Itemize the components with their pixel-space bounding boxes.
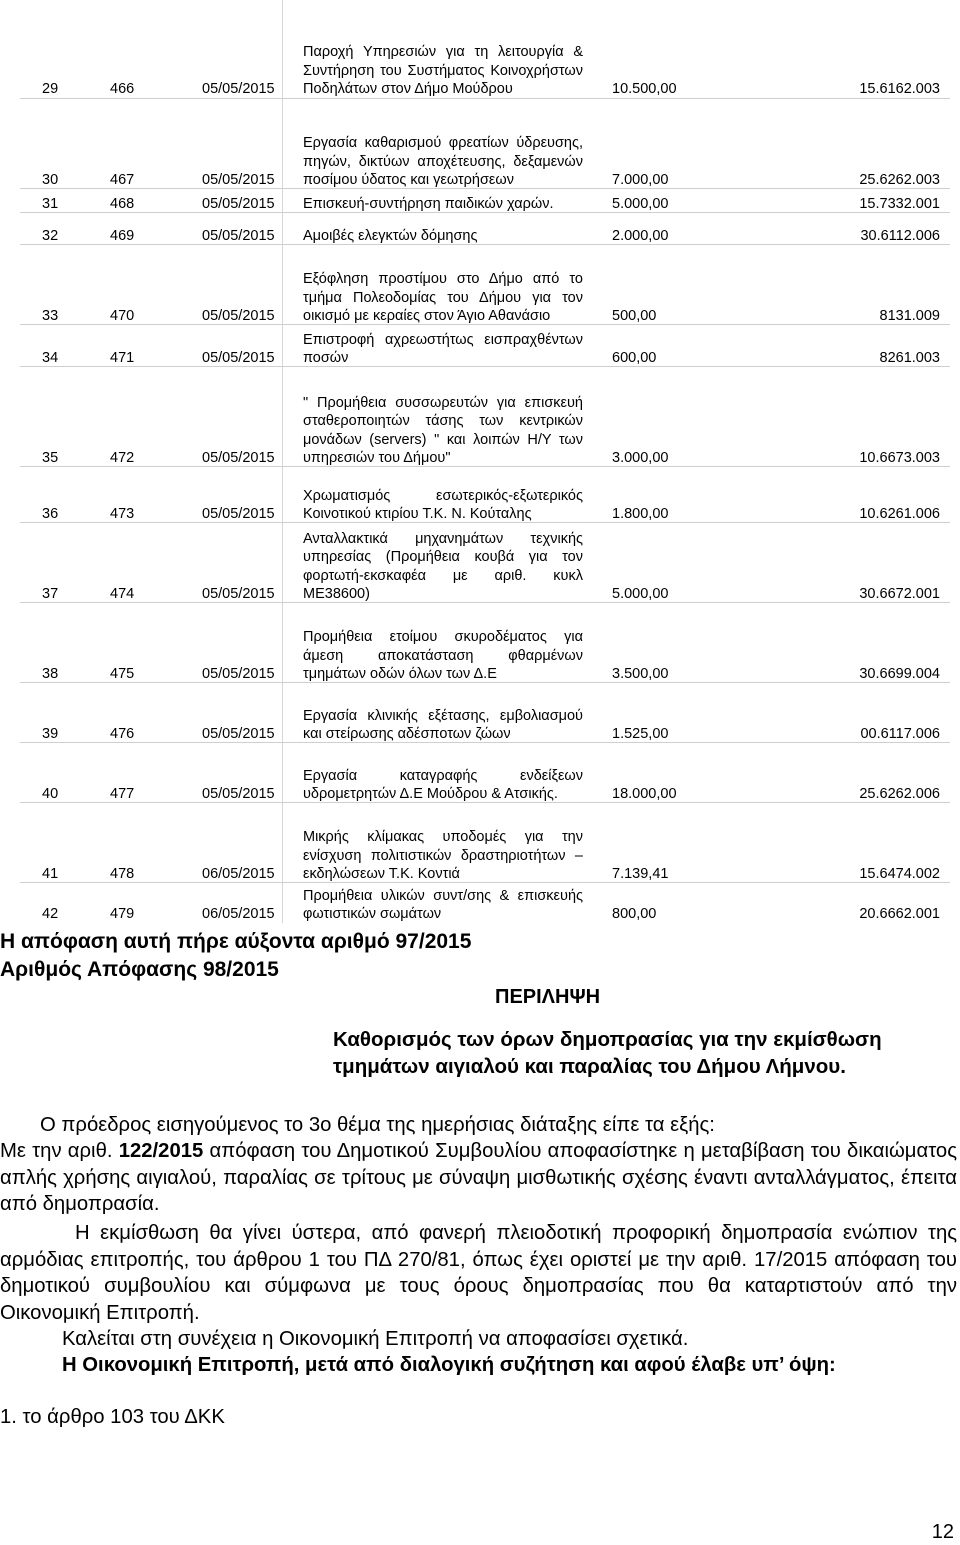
- page-number: 12: [931, 1521, 954, 1543]
- row-date: 05/05/2015: [202, 666, 275, 682]
- table-row: [20, 244, 950, 325]
- row-description: " Προμήθεια συσσωρευτών για επισκευή σταθεροποιητών τάσης των κεντρικών μονάδων (servers) " και λοιπών Η/Υ των υπηρεσιών του Δήμου": [303, 395, 583, 466]
- protocol-number: 473: [110, 506, 135, 522]
- column-divider: [282, 523, 283, 603]
- row-date: 05/05/2015: [202, 350, 275, 366]
- row-description: Εργασία καθαρισμού φρεατίων ύδρευσης, πηγών, δικτύων αποχέτευσης, δεξαμενών ποσίμου ύδατος και γεωτρήσεων: [303, 135, 583, 188]
- column-divider: [282, 367, 283, 467]
- row-date: 05/05/2015: [202, 308, 275, 324]
- row-description: Παροχή Υπηρεσιών για τη λειτουργία & Συντήρηση του Συστήματος Κοινοχρήστων Ποδηλάτων στον Δήμο Μούδρου: [303, 44, 583, 97]
- budget-code: 30.6112.006: [860, 228, 940, 244]
- row-number: 30: [42, 172, 59, 188]
- column-divider: [282, 0, 283, 98]
- table-row: [20, 742, 950, 803]
- row-date: 05/05/2015: [202, 586, 275, 602]
- protocol-number: 467: [110, 172, 135, 188]
- table-row: [20, 466, 950, 523]
- row-amount: 5.000,00: [612, 586, 669, 602]
- table-row: [20, 98, 950, 189]
- summary-heading: ΠΕΡΙΛΗΨΗ: [495, 986, 601, 1008]
- budget-code: 30.6672.001: [859, 586, 940, 602]
- row-date: 05/05/2015: [202, 172, 275, 188]
- table-row: [20, 882, 950, 923]
- row-date: 05/05/2015: [202, 81, 275, 97]
- row-number: 33: [42, 308, 59, 324]
- table-row: [20, 324, 950, 367]
- protocol-number: 477: [110, 786, 135, 802]
- decision-ref-number: 122/2015: [118, 1140, 204, 1162]
- budget-code: 00.6117.006: [860, 726, 940, 742]
- column-divider: [282, 683, 283, 743]
- row-number: 40: [42, 786, 59, 802]
- budget-code: 15.6474.002: [859, 866, 940, 882]
- table-row: [20, 212, 950, 245]
- budget-code: 10.6673.003: [859, 450, 940, 466]
- budget-code: 8261.003: [879, 350, 940, 366]
- protocol-number: 478: [110, 866, 135, 882]
- protocol-number: 475: [110, 666, 135, 682]
- protocol-number: 476: [110, 726, 135, 742]
- row-description: Ανταλλακτικά μηχανημάτων τεχνικής υπηρεσίας (Προμήθεια κουβά για τον φορτωτή-εκσκαφέα με αριθ. κυκλ ΜΕ38600): [303, 531, 583, 602]
- row-number: 42: [42, 906, 59, 922]
- row-amount: 2.000,00: [612, 228, 669, 244]
- budget-code: 10.6261.006: [859, 506, 940, 522]
- table-row: [20, 0, 950, 98]
- paragraph-committee: Η Οικονομική Επιτροπή, μετά από διαλογική συζήτηση και αφού έλαβε υπ’ όψη:: [62, 1354, 836, 1376]
- row-number: 35: [42, 450, 59, 466]
- paragraph-call: Καλείται στη συνέχεια η Οικονομική Επιτροπή να αποφασίσει σχετικά.: [62, 1328, 689, 1350]
- budget-code: 15.7332.001: [859, 196, 940, 212]
- row-date: 05/05/2015: [202, 786, 275, 802]
- row-description: Προμήθεια υλικών συντ/σης & επισκευής φωτιστικών σωμάτων: [303, 887, 583, 922]
- table-row: [20, 682, 950, 743]
- row-date: 05/05/2015: [202, 506, 275, 522]
- row-date: 05/05/2015: [202, 726, 275, 742]
- row-description: Επιστροφή αχρεωστήτως εισπραχθέντων ποσών: [303, 331, 583, 366]
- protocol-number: 469: [110, 228, 135, 244]
- table-row: [20, 602, 950, 683]
- row-date: 06/05/2015: [202, 906, 275, 922]
- budget-code: 30.6699.004: [859, 666, 940, 682]
- row-amount: 10.500,00: [612, 81, 677, 97]
- table-row: [20, 188, 950, 213]
- row-number: 39: [42, 726, 59, 742]
- row-description: Προμήθεια ετοίμου σκυροδέματος για άμεση αποκατάσταση φθαρμένων τμημάτων οδών όλων των Δ.Ε: [303, 629, 583, 682]
- paragraph-transfer: [0, 1138, 957, 1218]
- budget-code: 15.6162.003: [859, 81, 940, 97]
- protocol-number: 470: [110, 308, 135, 324]
- budget-code: 20.6662.001: [859, 906, 940, 922]
- protocol-number: 471: [110, 350, 135, 366]
- row-description: Μικρής κλίμακας υποδομές για την ενίσχυση πολιτιστικών δραστηριοτήτων – εκδηλώσεων Τ.Κ. Κοντιά: [303, 829, 583, 882]
- row-amount: 600,00: [612, 350, 657, 366]
- paragraph-transfer-start: Με την αριθ.: [0, 1140, 119, 1162]
- column-divider: [282, 99, 283, 189]
- row-amount: 7.000,00: [612, 172, 669, 188]
- row-description: Εξόφληση προστίμου στο Δήμο από το τμήμα Πολεοδομίας του Δήμου για τον οικισμό με κεραίες στον Άγιο Αθανάσιο: [303, 271, 583, 324]
- row-number: 37: [42, 586, 59, 602]
- row-number: 31: [42, 196, 59, 212]
- column-divider: [282, 883, 283, 923]
- row-number: 38: [42, 666, 59, 682]
- row-amount: 800,00: [612, 906, 657, 922]
- row-amount: 500,00: [612, 308, 657, 324]
- table-row: [20, 366, 950, 467]
- paragraph-article: 1. το άρθρο 103 του ΔΚΚ: [0, 1406, 225, 1428]
- protocol-number: 466: [110, 81, 135, 97]
- row-amount: 18.000,00: [612, 786, 677, 802]
- protocol-number: 472: [110, 450, 135, 466]
- protocol-number: 479: [110, 906, 135, 922]
- decision-number-line: Αριθμός Απόφασης 98/2015: [0, 958, 279, 981]
- column-divider: [282, 189, 283, 213]
- column-divider: [282, 213, 283, 245]
- budget-code: 8131.009: [879, 308, 940, 324]
- row-number: 36: [42, 506, 59, 522]
- decision-serial-line: Η απόφαση αυτή πήρε αύξοντα αριθμό 97/2015: [0, 930, 472, 953]
- row-description: Χρωματισμός εσωτερικός-εξωτερικός Κοινοτικού κτιρίου Τ.Κ. Ν. Κούταλης: [303, 487, 583, 522]
- budget-code: 25.6262.003: [859, 172, 940, 188]
- paragraph-intro: Ο πρόεδρος εισηγούμενος το 3ο θέμα της ημερήσιας διάταξης είπε τα εξής:: [40, 1114, 715, 1136]
- protocol-number: 474: [110, 586, 135, 602]
- row-number: 41: [42, 866, 59, 882]
- row-date: 05/05/2015: [202, 196, 275, 212]
- row-description: Αμοιβές ελεγκτών δόμησης: [303, 227, 478, 244]
- row-amount: 3.000,00: [612, 450, 669, 466]
- row-amount: 7.139,41: [612, 866, 669, 882]
- budget-code: 25.6262.006: [859, 786, 940, 802]
- row-description: Επισκευή-συντήρηση παιδικών χαρών.: [303, 195, 554, 212]
- row-amount: 1.800,00: [612, 506, 669, 522]
- table-row: [20, 522, 950, 603]
- row-date: 06/05/2015: [202, 866, 275, 882]
- column-divider: [282, 803, 283, 883]
- column-divider: [282, 325, 283, 367]
- row-date: 05/05/2015: [202, 450, 275, 466]
- row-number: 32: [42, 228, 59, 244]
- row-amount: 5.000,00: [612, 196, 669, 212]
- row-date: 05/05/2015: [202, 228, 275, 244]
- row-number: 29: [42, 81, 59, 97]
- column-divider: [282, 603, 283, 683]
- paragraph-transfer-rest: απόφαση του Δημοτικού Συμβουλίου αποφασίστηκε η μεταβίβαση του δικαιώματος απλής χρήσης αιγιαλού, παραλίας σε τρίτους με σύναψη μισθωτικής σχέσης έναντι ανταλλάγματος, έπειτα από δημοπρασία.: [0, 1140, 957, 1215]
- row-amount: 1.525,00: [612, 726, 669, 742]
- protocol-number: 468: [110, 196, 135, 212]
- paragraph-lease: Η εκμίσθωση θα γίνει ύστερα, από φανερή πλειοδοτική προφορική δημοπρασία ενώπιον της αρμόδιας επιτροπής, του άρθρου 1 του ΠΔ 270/81, όπως έχει οριστεί με την αριθ. 17/2015 απόφαση του δημοτικού συμβουλίου και σύμφωνα με τους όρους δημοπρασίας που θα καταρτιστούν από την Οικονομική Επιτροπή.: [0, 1222, 957, 1324]
- column-divider: [282, 467, 283, 523]
- row-description: Εργασία κλινικής εξέτασης, εμβολιασμού και στείρωσης αδέσποτων ζώων: [303, 707, 583, 742]
- row-description: Εργασία καταγραφής ενδείξεων υδρομετρητών Δ.Ε Μούδρου & Ατσικής.: [303, 767, 583, 802]
- row-amount: 3.500,00: [612, 666, 669, 682]
- table-row: [20, 802, 950, 883]
- row-number: 34: [42, 350, 59, 366]
- column-divider: [282, 743, 283, 803]
- column-divider: [282, 245, 283, 325]
- decision-subject: Καθορισμός των όρων δημοπρασίας για την εκμίσθωση τμημάτων αιγιαλού και παραλίας του Δήμου Λήμνου.: [333, 1028, 882, 1078]
